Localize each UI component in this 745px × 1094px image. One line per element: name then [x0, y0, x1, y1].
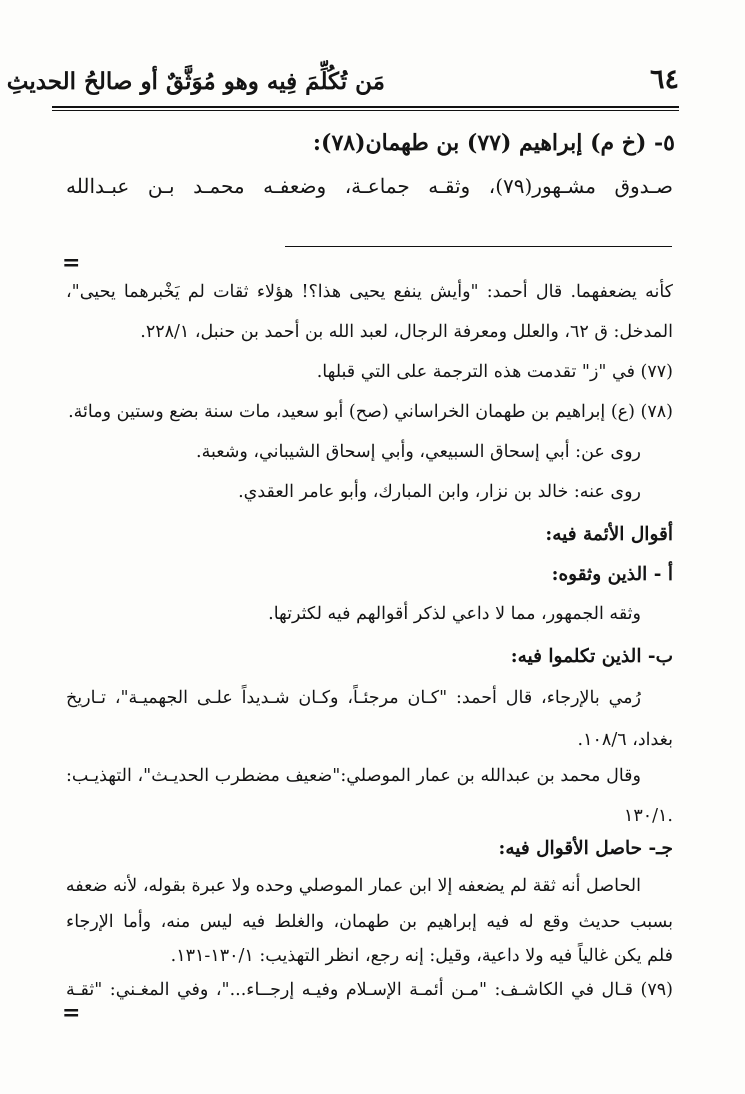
section-c-text-line-2: بسبب حديث وقع له فيه إبراهيم بن طهمان، والغلط فيه ليس منه، وأما الإرجاء [66, 912, 673, 932]
page-number: ٦٤ [649, 64, 679, 95]
footnote-rule [285, 246, 672, 247]
section-b-text-line-3: وقال محمد بن عبدالله بن عمار الموصلي:"ضعيف مضطرب الحديـث"، التهذيـب: [66, 766, 641, 786]
continuation-mark-top: = [62, 250, 81, 276]
footnote-78-line-1: (٧٨) (ع) إبراهيم بن طهمان الخراساني (صح) أبو سعيد، مات سنة بضع وستين ومائة. [68, 402, 673, 422]
section-a-heading: أ - الذين وثقوه: [551, 564, 673, 585]
entry-heading: ٥- (خ م) إبراهيم (٧٧) بن طهمان(٧٨): [312, 130, 675, 156]
section-a-text: وثقه الجمهور، مما لا داعي لذكر أقوالهم فيه لكثرتها. [268, 604, 641, 624]
header-rule [52, 106, 679, 108]
footnote-78-line-3: روى عنه: خالد بن نزار، وابن المبارك، وأبو عامر العقدي. [238, 482, 641, 502]
footnote-continuation-line-1: كأنه يضعفهما. قال أحمد: "وأيش ينفع يحيى هذا؟! هؤلاء ثقات لم يَخْبرهما يحيى"، [66, 282, 673, 302]
section-b-heading: ب- الذين تكلموا فيه: [510, 646, 673, 667]
aqwal-heading: أقوال الأئمة فيه: [545, 524, 673, 545]
footnote-79: (٧٩) قـال في الكاشـف: "مـن أئمـة الإسـلام وفيـه إرجــاء..."، وفي المغـني: "ثقـة [66, 980, 673, 1000]
section-b-text-line-2: بغداد، ١٠٨/٦. [577, 730, 673, 750]
footnote-77: (٧٧) في "ز" تقدمت هذه الترجمة على التي قبلها. [316, 362, 673, 382]
footnote-78-line-2: روى عن: أبي إسحاق السبيعي، وأبي إسحاق الشيباني، وشعبة. [196, 442, 641, 462]
entry-text: صـدوق مشـهور(٧٩)، وثقـه جماعـة، وضعفـه محمـد بـن عبـدالله [66, 174, 673, 198]
header-rule-thin [52, 110, 679, 111]
running-header-title: مَن تُكُلِّمَ فِيه وهو مُوَثَّقٌ أو صالحُ الحديثِ [6, 68, 385, 95]
footnote-continuation-line-2: المدخل: ق ٦٢، والعلل ومعرفة الرجال، لعبد الله بن أحمد بن حنبل، ٢٢٨/١. [140, 322, 673, 342]
section-b-text-line-4: ١٣٠/١. [623, 806, 673, 826]
section-c-text-line-1: الحاصل أنه ثقة لم يضعفه إلا ابن عمار الموصلي وحده ولا عبرة بقوله، لأنه ضعفه [65, 876, 641, 896]
continuation-mark-bottom: = [62, 1000, 81, 1026]
section-c-text-line-3: فلم يكن غالياً فيه ولا داعية، وقيل: إنه رجع، انظر التهذيب: ١٣٠/١-١٣١. [170, 946, 673, 966]
section-c-heading: جـ- حاصل الأقوال فيه: [498, 838, 673, 859]
section-b-text-line-1: رُمي بالإرجاء، قال أحمد: "كـان مرجئـاً، وكـان شـديداً علـى الجهميـة"، تـاريخ [66, 688, 641, 708]
